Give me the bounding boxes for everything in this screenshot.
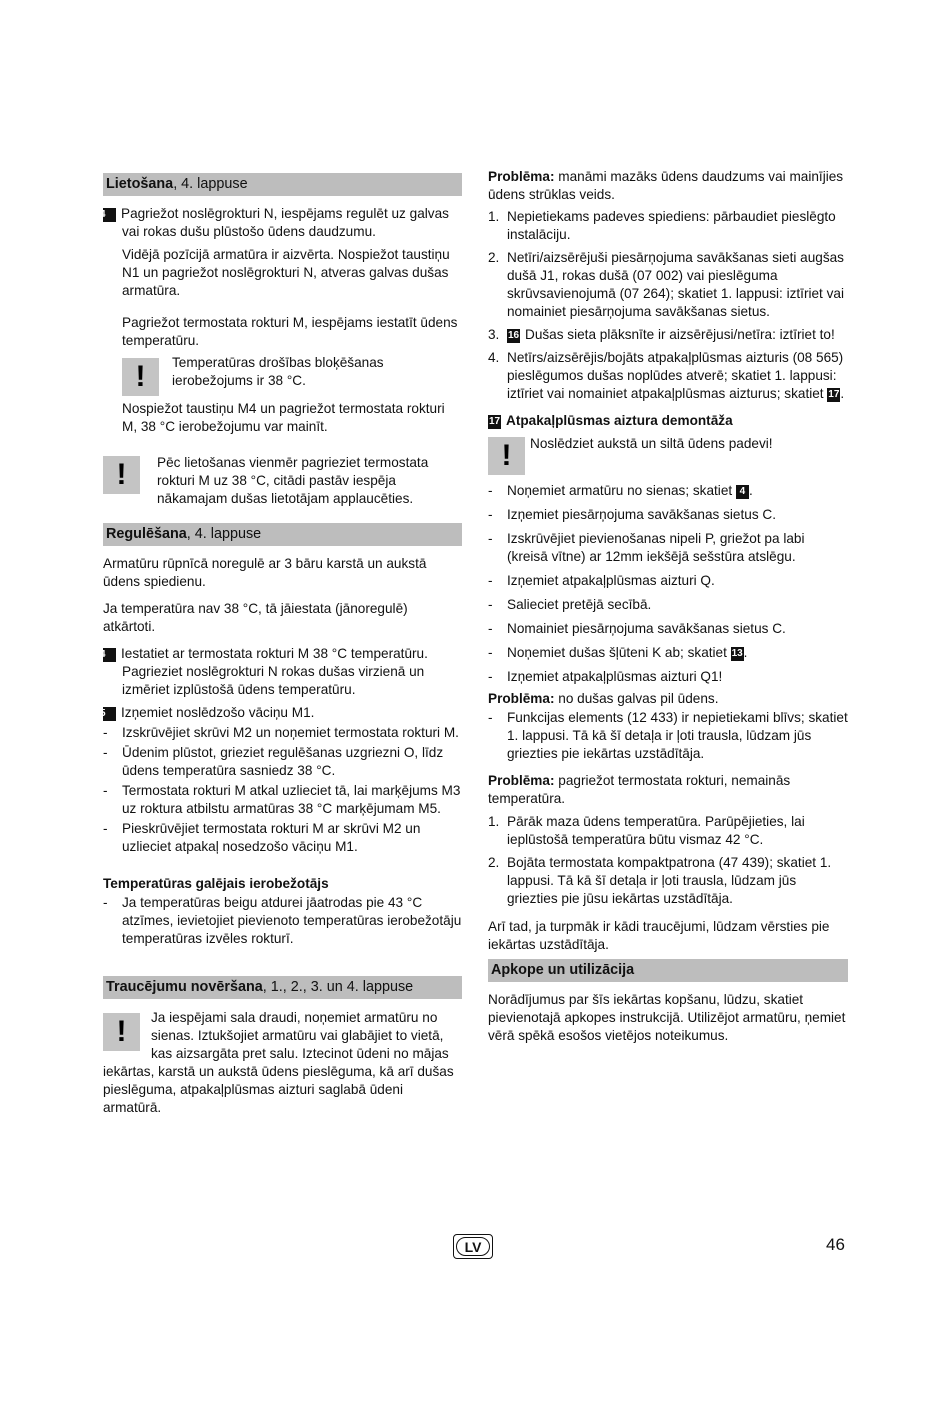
problem-1: Problēma: manāmi mazāks ūdens daudzums vai mainījies ūdens strūklas veids.: [488, 169, 844, 202]
adjust-dash-item: - Pieskrūvējiet termostata rokturi M ar skrūvi M2 un uzlieciet atpakaļ nosedzošo vāciņu M1.: [103, 820, 462, 856]
check-valve-heading: 17 Atpakaļplūsmas aiztura demontāža: [488, 413, 733, 428]
check-dash-item: - Izskrūvējiet pievienošanas nipeli P, griežot pa labi (kreisā vītne) ar 12mm iekšējā sešstūra atslēgu.: [488, 530, 848, 566]
warning-text: Ja iespējami sala draudi, noņemiet armatūru no sienas. Iztukšojiet armatūru vai glabājiet to vietā, kas aizsargāta pret salu. Iztecinot ūdeni no mājas iekārtas, karstā un aukstā ūdens pieslēguma, kā arī dušas pieslēguma, atpakaļplūsmas aizturi saglabā ūdeni armatūrā.: [103, 1010, 454, 1115]
section-header-troubleshooting: Traucējumu novēršana, 1., 2., 3. un 4. lappuse: [103, 976, 462, 999]
warning-icon: !: [488, 437, 525, 475]
adjust-paragraph: Armatūru rūpnīcā noregulē ar 3 bāru karstā un aukstā ūdens spiedienu.: [103, 556, 427, 589]
warning-icon: !: [103, 1013, 140, 1051]
language-code: LV: [456, 1237, 490, 1256]
section-header-adjust: Regulēšana, 4. lappuse: [103, 523, 462, 546]
check-dash-item: - Nomainiet piesārņojuma savākšanas sietus C.: [488, 620, 848, 638]
warning-icon: !: [122, 358, 159, 396]
check-dash-item: - Izņemiet atpakaļplūsmas aizturi Q.: [488, 572, 848, 590]
closing-paragraph: Arī tad, ja turpmāk ir kādi traucējumi, lūdzam vērsties pie iekārtas uzstādītāja.: [488, 919, 830, 952]
problem-2-dash-item: - Funkcijas elements (12 433) ir nepietiekami blīvs; skatiet 1. lappusi. Tā kā šī detaļa ir ļoti trausla, lūdzam jūs griezties pie iekārtas uzstādītāja.: [488, 709, 848, 763]
problem-1-item: 3. 16 Dušas sieta plāksnīte ir aizsērējusi/netīra: iztīriet to!: [488, 327, 835, 342]
figure-badge: 4: [736, 485, 749, 499]
warning-text: Temperatūras drošības bloķēšanas ierobežojums ir 38 °C.: [172, 355, 384, 388]
adjust-step-14: 14 Iestatiet ar termostata rokturi M 38 °C temperatūru. Pagrieziet noslēgrokturi N rokas dušas virzienā un izmēriet izplūstošā ūdens temperatūru.: [94, 646, 428, 697]
warning-text: Noslēdziet aukstā un siltā ūdens padevi!: [530, 436, 773, 451]
usage-paragraph: Nospiežot taustiņu M4 un pagriežot termostata rokturi M, 38 °C ierobežojumu var mainīt.: [122, 401, 445, 434]
right-column: [488, 168, 848, 1045]
figure-badge: 17: [488, 416, 501, 427]
left-column: [94, 172, 462, 1117]
check-dash-item: - Noņemiet dušas šļūteni K ab; skatiet 13.: [488, 644, 848, 662]
usage-step-14: 14 Pagriežot noslēgrokturi N, iespējams regulēt uz galvas vai rokas dušu plūstošo ūdens daudzumu.: [94, 206, 449, 239]
check-dash-item: - Salieciet pretējā secībā.: [488, 596, 848, 614]
maintenance-paragraph: Norādījumus par šīs iekārtas kopšanu, lūdzu, skatiet pievienotajā apkopes instrukcijā. Utilizējot armatūru, ņemiet vērā spēkā esošos vietējos noteikumus.: [488, 992, 846, 1043]
language-badge: [453, 1234, 493, 1259]
figure-badge: 13: [731, 648, 743, 659]
figure-badge: 14: [103, 208, 116, 222]
problem-2: Problēma: no dušas galvas pil ūdens.: [488, 691, 719, 706]
problem-3: Problēma: pagriežot termostata rokturi, nemainās temperatūra.: [488, 773, 791, 806]
problem-1-item: 2. Netīri/aizsērējuši piesārņojuma savākšanas sieti augšas dušā J1, rokas dušā (07 002) vai pieslēguma skrūvsavienojumā (07 264); skatiet 1. lappusi: iztīriet vai nomainiet piesārņojuma savākšanas sietus.: [488, 250, 844, 319]
warning-icon: !: [103, 456, 140, 494]
section-header-usage: Lietošana, 4. lappuse: [103, 173, 462, 196]
figure-badge: 15: [103, 707, 116, 721]
warning-box: [488, 434, 848, 476]
usage-paragraph: Vidējā pozīcijā armatūra ir aizvērta. Nospiežot taustiņu N1 un pagriežot noslēgrokturi N, atveras galvas dušas armatūra.: [122, 247, 450, 298]
limiter-heading: Temperatūras galējais ierobežotājs: [103, 876, 329, 891]
figure-badge: 16: [507, 330, 520, 341]
section-header-maintenance: Apkope un utilizācija: [488, 959, 848, 982]
limiter-dash-item: - Ja temperatūras beigu atdurei jāatrodas pie 43 °C atzīmes, ievietojiet pievienoto temperatūras ierobežotāju temperatūras izvēles rokturī.: [103, 894, 462, 948]
adjust-dash-item: - Termostata rokturi M atkal uzlieciet tā, lai marķējums M3 uz roktura atbilstu armatūras 38 °C marķējumam M5.: [103, 782, 462, 818]
warning-box: [103, 1009, 462, 1117]
adjust-dash-item: - Izskrūvējiet skrūvi M2 un noņemiet termostata rokturi M.: [103, 724, 462, 742]
problem-3-item: 2. Bojāta termostata kompaktpatrona (47 439); skatiet 1. lappusi. Tā kā šī detaļa ir ļoti trausla, lūdzam jūs griezties pie jūsu iekārtas uzstādītāja.: [488, 855, 832, 906]
figure-badge: 17: [828, 389, 840, 400]
figure-badge: 14: [103, 648, 116, 662]
warning-box: [122, 354, 462, 394]
check-dash-item: - Izņemiet atpakaļplūsmas aizturi Q1!: [488, 668, 848, 686]
check-dash-item: - Noņemiet armatūru no sienas; skatiet 4 .: [488, 482, 848, 500]
adjust-step-15: 15 Izņemiet noslēdzošo vāciņu M1.: [94, 705, 315, 720]
page-number: 46: [826, 1235, 845, 1254]
problem-1-item: 1. Nepietiekams padeves spiediens: pārbaudiet pieslēgto instalāciju.: [488, 209, 836, 242]
problem-3-item: 1. Pārāk maza ūdens temperatūra. Parūpējieties, lai ieplūstošā temperatūra būtu vismaz 42 °C.: [488, 814, 805, 847]
warning-box: [103, 454, 462, 508]
check-dash-item: - Izņemiet piesārņojuma savākšanas sietus C.: [488, 506, 848, 524]
warning-text: Pēc lietošanas vienmēr pagrieziet termostata rokturi M uz 38 °C, citādi pastāv iespēja nākamajam dušas lietotājam applaucēties.: [157, 455, 429, 506]
adjust-dash-item: - Ūdenim plūstot, grieziet regulēšanas uzgriezni O, līdz ūdens temperatūra sasniedz 38 °C.: [103, 744, 462, 780]
adjust-paragraph: Ja temperatūra nav 38 °C, tā jāiestata (jānoregulē) atkārtoti.: [103, 601, 408, 634]
problem-1-item: 4. Netīrs/aizsērējis/bojāts atpakaļplūsmas aizturis (08 565) pieslēgumos dušas noplūdes atverē; skatiet 1. lappusi: iztīriet vai nomainiet atpakaļplūsmas aizturus; skatiet 17.: [488, 350, 845, 401]
usage-paragraph: Pagriežot termostata rokturi M, iespējams iestatīt ūdens temperatūru.: [122, 315, 458, 348]
